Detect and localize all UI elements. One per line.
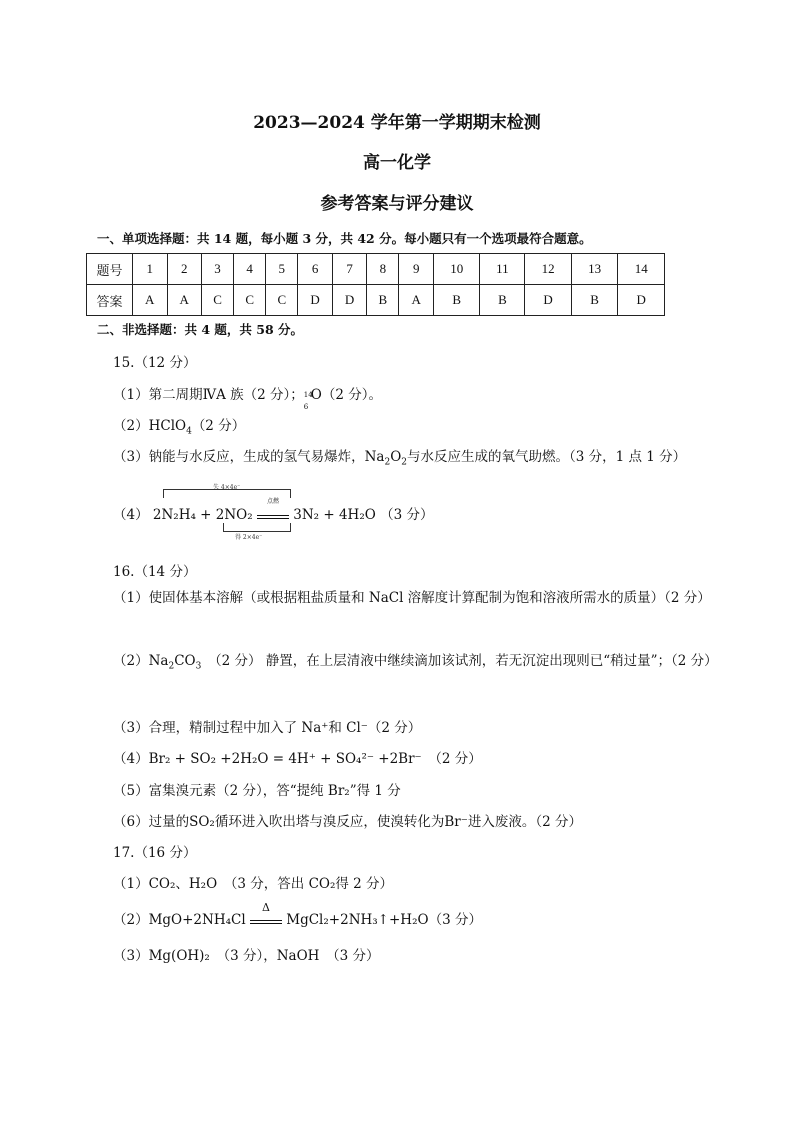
table-cell: 2 (167, 254, 202, 285)
table-cell: 13 (571, 254, 618, 285)
table-cell: 11 (480, 254, 525, 285)
table-cell: 6 (298, 254, 333, 285)
q16-answer-3: （3）合理，精制过程中加入了 Na⁺和 Cl⁻（2 分） (113, 720, 422, 736)
table-cell: 5 (266, 254, 298, 285)
table-row-numbers (87, 254, 665, 285)
table-cell: 14 (618, 254, 665, 285)
q16-answer-2: $(2)Na_2CO_3$ （2 分） 静置，在上层清液中继续滴加该试剂，若无沉淀出现则已“稍过量”；（2 分） (113, 653, 718, 672)
table-cell: C (266, 285, 298, 316)
q15-answer-3: （3）钠能与水反应，生成的氢气易爆炸，$Na_2O_2$与水反应生成的氧气助燃。（3 分，1 点 1 分） (113, 449, 687, 468)
q15-answer-4-equation (113, 483, 533, 543)
table-cell: A (167, 285, 202, 316)
table-cell: B (367, 285, 399, 316)
electron-transfer-bracket-bottom (223, 523, 291, 532)
equation-score: （3 分） (380, 507, 434, 523)
equation-lhs: 2N₂H₄ + 2NO₂ (152, 507, 253, 523)
answer-subtitle: 参考答案与评分建议 (320, 194, 474, 214)
q16-answer-1: （1）使固体基本溶解（或根据粗盐质量和 NaCl 溶解度计算配制为饱和溶液所需水的质量）（2 分） (113, 590, 711, 606)
table-cell: A (133, 285, 168, 316)
table-cell: C (234, 285, 266, 316)
equation-condition: 点燃 (257, 509, 289, 519)
table-cell: B (571, 285, 618, 316)
heating-condition: Δ (250, 914, 282, 924)
q16-answer-4: （4）Br₂ + SO₂ +2H₂O = 4H⁺ + SO₄²⁻ +2Br⁻ （2 分） (113, 751, 482, 767)
table-cell: 9 (399, 254, 434, 285)
table-cell: 10 (433, 254, 480, 285)
q16-answer-6: （6）过量的SO₂循环进入吹出塔与溴反应，使溴转化为Br⁻进入废液。（2 分） (113, 814, 582, 830)
electron-loss-note: 失 4×4e⁻ (213, 484, 241, 491)
table-cell: B (480, 285, 525, 316)
table-cell: C (202, 285, 234, 316)
q17-answer-1: （1）CO₂、H₂O （3 分，答出 CO₂得 2 分） (113, 876, 394, 892)
equation-rhs: 3N₂ + 4H₂O (293, 507, 376, 523)
table-cell: 7 (332, 254, 367, 285)
q15-answer-4-label: （4） (113, 507, 149, 523)
table-cell: 3 (202, 254, 234, 285)
row-label-number: 题号 (87, 254, 133, 285)
row-label-answer: 答案 (87, 285, 133, 316)
table-cell: D (525, 285, 572, 316)
table-cell: D (332, 285, 367, 316)
table-cell: D (618, 285, 665, 316)
q15-answer-2: （2）HClO$_4$（2 分） (113, 418, 246, 437)
q17-heading: 17.（16 分） (113, 845, 197, 861)
section1-heading: 一、单项选择题：共 14 题，每小题 3 分，共 42 分。每小题只有一个选项最符合题意。 (97, 231, 592, 246)
table-cell: D (298, 285, 333, 316)
table-cell: B (433, 285, 480, 316)
q17-answer-2: （2）MgO+2NH₄Cl Δ MgCl₂+2NH₃↑+H₂O（3 分） (113, 901, 482, 928)
q17-answer-3: （3）Mg(OH)₂ （3 分），NaOH （3 分） (113, 948, 380, 964)
answer-table (86, 253, 665, 316)
q16-answer-5: （5）富集溴元素（2 分），答“提纯 Br₂”得 1 分 (113, 783, 401, 799)
table-cell: A (399, 285, 434, 316)
q15-answer-1: （1）第二周期ⅣA 族（2 分）； 14 6 O（2 分）。 (113, 387, 382, 411)
q15-heading: 15.（12 分） (113, 355, 197, 371)
section2-heading: 二、非选择题：共 4 题，共 58 分。 (97, 322, 304, 337)
electron-gain-note: 得 2×4e⁻ (235, 534, 263, 541)
exam-title: 2023—2024 学年第一学期期末检测 (253, 113, 541, 133)
table-row-answers (87, 285, 665, 316)
table-cell: 12 (525, 254, 572, 285)
table-cell: 4 (234, 254, 266, 285)
q16-heading: 16.（14 分） (113, 564, 197, 580)
subject-title: 高一化学 (363, 153, 431, 173)
table-cell: 1 (133, 254, 168, 285)
table-cell: 8 (367, 254, 399, 285)
